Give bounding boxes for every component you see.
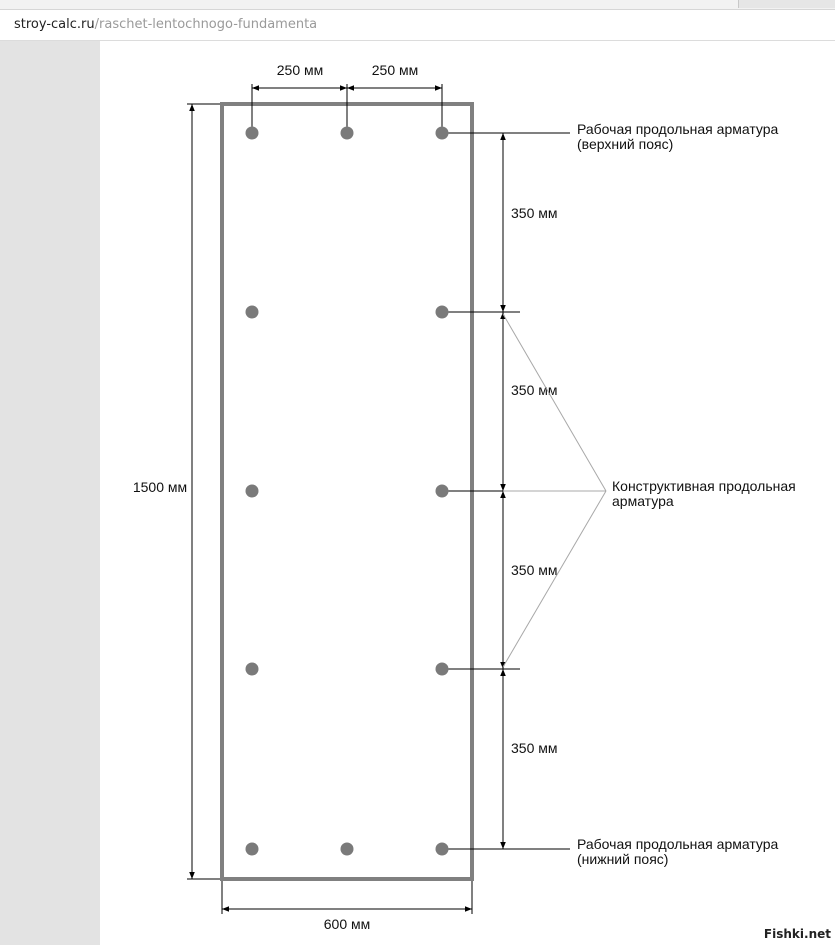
- rebar-bottom-right: [436, 843, 449, 856]
- leader-line-constructive: [503, 314, 606, 491]
- leader-line-constructive: [503, 491, 606, 667]
- label-bottom-rebar-line2: (нижний пояс): [577, 851, 669, 867]
- url-path: /raschet-lentochnogo-fundamenta: [94, 17, 318, 32]
- rebar-bottom-left: [246, 843, 259, 856]
- watermark-logo: Fishki.net: [763, 927, 831, 941]
- dim-label-spacing-1: 350 мм: [511, 205, 558, 221]
- dim-label-height: 1500 мм: [132, 479, 188, 495]
- rebar-constructive: [436, 306, 449, 319]
- dim-label-spacing-4: 350 мм: [511, 740, 558, 756]
- rebar-constructive: [246, 306, 259, 319]
- label-bottom-rebar-line1: Рабочая продольная арматура: [577, 836, 779, 852]
- label-top-rebar-line2: (верхний пояс): [577, 136, 674, 152]
- foundation-outline: [222, 104, 472, 879]
- label-top-rebar-line1: Рабочая продольная арматура: [577, 121, 779, 137]
- rebar-top-right: [436, 127, 449, 140]
- rebar-constructive: [436, 663, 449, 676]
- dim-label-width: 600 мм: [323, 916, 371, 932]
- label-constructive-line1: Конструктивная продольная: [612, 478, 796, 494]
- dim-label-spacing-3: 350 мм: [511, 562, 558, 578]
- dim-label-top-left: 250 мм: [276, 62, 324, 78]
- rebar-bottom-middle: [341, 843, 354, 856]
- dim-label-spacing-2: 350 мм: [511, 382, 558, 398]
- rebar-constructive: [246, 663, 259, 676]
- dim-label-top-right: 250 мм: [371, 62, 419, 78]
- rebar-top-left: [246, 127, 259, 140]
- rebar-constructive: [246, 485, 259, 498]
- rebar-top-middle: [341, 127, 354, 140]
- rebar-constructive: [436, 485, 449, 498]
- label-constructive-line2: арматура: [612, 493, 674, 509]
- url-domain: stroy-calc.ru: [14, 17, 95, 32]
